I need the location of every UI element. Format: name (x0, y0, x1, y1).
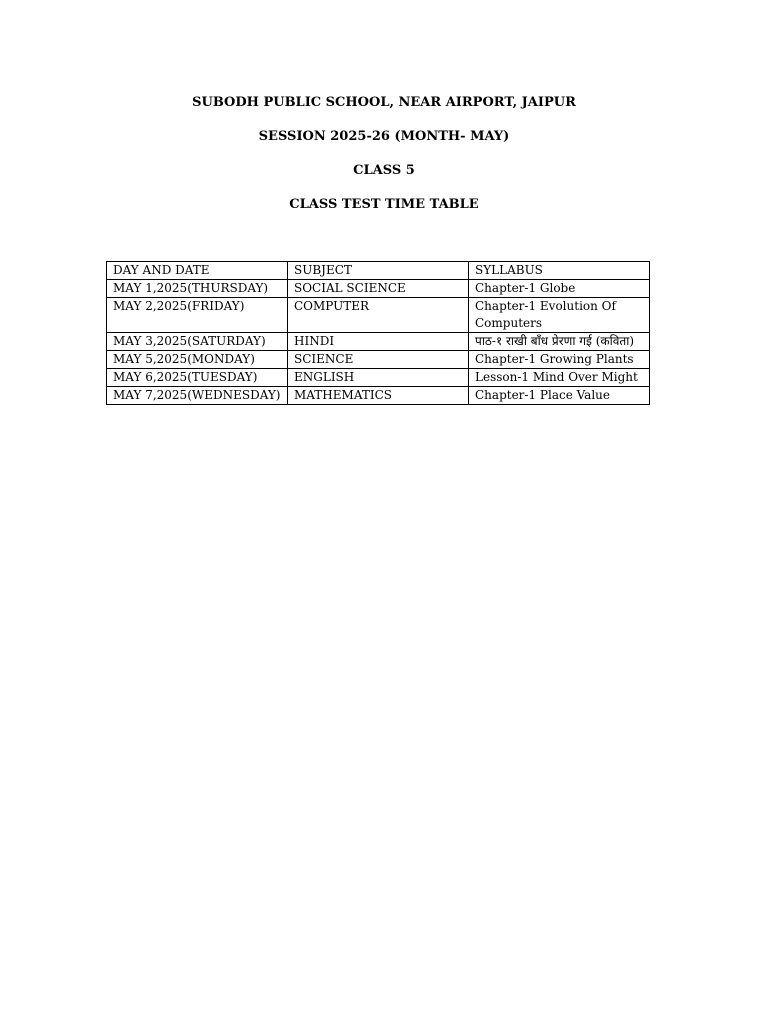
session-line: SESSION 2025-26 (MONTH- MAY) (258, 129, 510, 144)
table-row (107, 280, 650, 298)
cell-date: MAY 5,2025(MONDAY) (107, 351, 288, 369)
cell-date: MAY 3,2025(SATURDAY) (107, 333, 288, 351)
table-row (107, 369, 650, 387)
cell-subject: HINDI (288, 333, 469, 351)
cell-subject: MATHEMATICS (288, 387, 469, 405)
cell-date: MAY 2,2025(FRIDAY) (107, 298, 288, 333)
cell-syllabus: Chapter-1 Evolution Of Computers (469, 298, 650, 333)
cell-subject: SCIENCE (288, 351, 469, 369)
cell-syllabus: Chapter-1 Globe (469, 280, 650, 298)
table-header-row (107, 262, 650, 280)
time-table (106, 261, 650, 405)
cell-syllabus: Chapter-1 Growing Plants (469, 351, 650, 369)
cell-subject: SOCIAL SCIENCE (288, 280, 469, 298)
cell-syllabus: Lesson-1 Mind Over Might (469, 369, 650, 387)
table-row (107, 298, 650, 333)
school-name: SUBODH PUBLIC SCHOOL, NEAR AIRPORT, JAIPUR (192, 95, 576, 110)
document-title: CLASS TEST TIME TABLE (289, 197, 479, 212)
cell-date: MAY 1,2025(THURSDAY) (107, 280, 288, 298)
cell-syllabus: Chapter-1 Place Value (469, 387, 650, 405)
column-header-date: DAY AND DATE (107, 262, 288, 280)
table-row (107, 351, 650, 369)
cell-subject: COMPUTER (288, 298, 469, 333)
table-row (107, 387, 650, 405)
cell-subject: ENGLISH (288, 369, 469, 387)
table-row (107, 333, 650, 351)
column-header-subject: SUBJECT (288, 262, 469, 280)
class-line: CLASS 5 (353, 163, 415, 178)
column-header-syllabus: SYLLABUS (469, 262, 650, 280)
cell-date: MAY 6,2025(TUESDAY) (107, 369, 288, 387)
cell-syllabus: पाठ-१ राखी बाँध प्रेरणा गई (कविता) (469, 333, 650, 351)
cell-date: MAY 7,2025(WEDNESDAY) (107, 387, 288, 405)
